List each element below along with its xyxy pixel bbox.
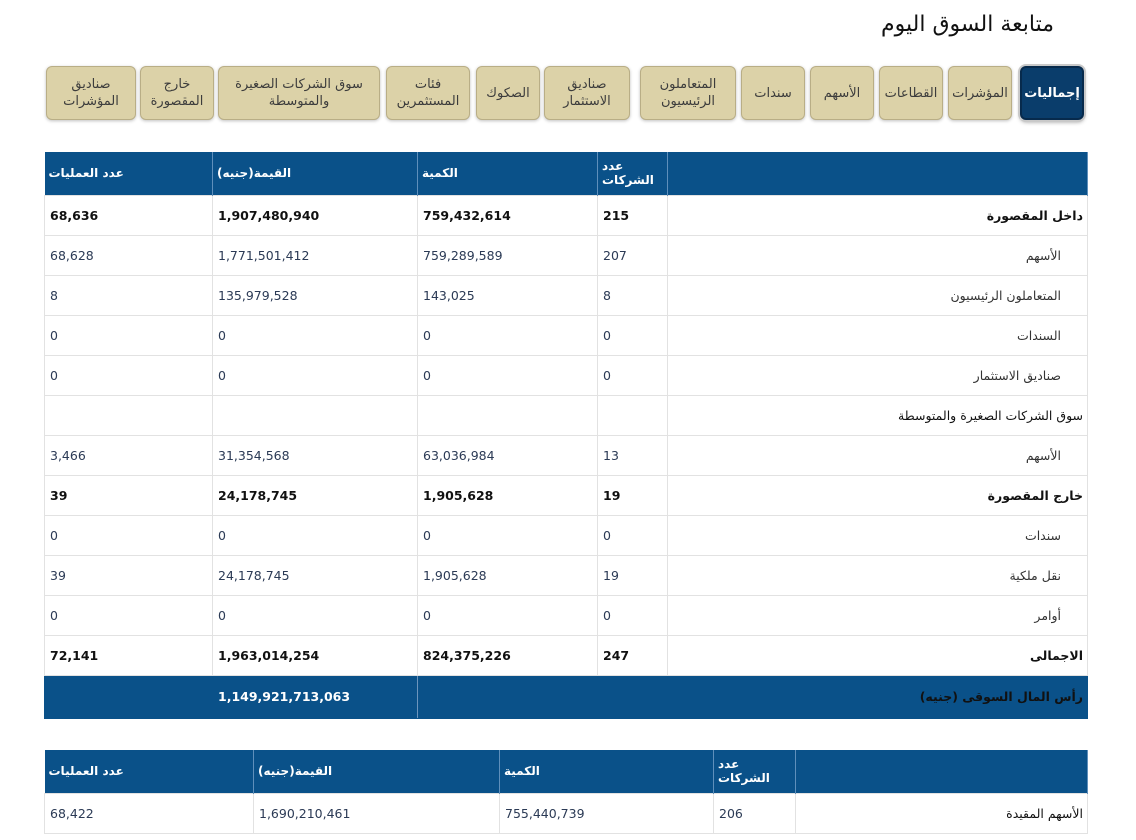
row-label: خارج المقصورة xyxy=(668,475,1088,515)
header-volume: الكمية xyxy=(500,750,714,793)
value-cell: 1,963,014,254 xyxy=(213,635,418,675)
row-label: سندات xyxy=(668,515,1088,555)
table-row xyxy=(45,275,1088,315)
tab-index-funds[interactable]: صناديق المؤشرات xyxy=(46,66,136,120)
trades-cell: 8 xyxy=(45,275,213,315)
companies-cell xyxy=(598,395,668,435)
tab-main-dealers[interactable]: المتعاملون الرئيسيون xyxy=(640,66,736,120)
table-row xyxy=(45,355,1088,395)
volume-cell: 0 xyxy=(418,515,598,555)
trades-cell: 3,466 xyxy=(45,435,213,475)
tab-indices[interactable]: المؤشرات xyxy=(948,66,1012,120)
row-label: السندات xyxy=(668,315,1088,355)
volume-cell: 1,905,628 xyxy=(418,475,598,515)
tab-bonds[interactable]: سندات xyxy=(741,66,805,120)
value-cell xyxy=(213,395,418,435)
volume-cell: 824,375,226 xyxy=(418,635,598,675)
table-row xyxy=(45,195,1088,235)
companies-cell: 206 xyxy=(714,793,796,833)
value-cell: 1,690,210,461 xyxy=(254,793,500,833)
volume-cell: 759,432,614 xyxy=(418,195,598,235)
table-row-total xyxy=(45,635,1088,675)
volume-cell: 143,025 xyxy=(418,275,598,315)
market-cap-row xyxy=(45,675,1088,718)
value-cell: 135,979,528 xyxy=(213,275,418,315)
trades-cell: 0 xyxy=(45,315,213,355)
value-cell: 24,178,745 xyxy=(213,475,418,515)
value-cell: 0 xyxy=(213,315,418,355)
row-label: داخل المقصورة xyxy=(668,195,1088,235)
trades-cell: 0 xyxy=(45,595,213,635)
volume-cell: 0 xyxy=(418,355,598,395)
tab-totals[interactable]: إجماليات xyxy=(1020,66,1084,120)
listed-stocks-table xyxy=(44,750,1088,834)
row-label: سوق الشركات الصغيرة والمتوسطة xyxy=(668,395,1088,435)
trades-cell: 0 xyxy=(45,515,213,555)
header-companies: عدد الشركات xyxy=(598,152,668,195)
tab-investor-categories[interactable]: فئات المستثمرين xyxy=(386,66,470,120)
page-title: متابعة السوق اليوم xyxy=(881,12,1054,37)
tab-stocks[interactable]: الأسهم xyxy=(810,66,874,120)
row-label: الاجمالى xyxy=(668,635,1088,675)
volume-cell: 755,440,739 xyxy=(500,793,714,833)
table-row xyxy=(45,595,1088,635)
trades-cell: 68,628 xyxy=(45,235,213,275)
volume-cell: 0 xyxy=(418,315,598,355)
trades-cell xyxy=(45,395,213,435)
tab-sectors[interactable]: القطاعات xyxy=(879,66,943,120)
table-row xyxy=(45,395,1088,435)
value-cell: 1,907,480,940 xyxy=(213,195,418,235)
tab-off-floor[interactable]: خارج المقصورة xyxy=(140,66,214,120)
header-empty xyxy=(796,750,1088,793)
table-row xyxy=(45,515,1088,555)
header-empty xyxy=(668,152,1088,195)
table-row xyxy=(45,435,1088,475)
row-label: صناديق الاستثمار xyxy=(668,355,1088,395)
trades-cell: 72,141 xyxy=(45,635,213,675)
table-row xyxy=(45,555,1088,595)
companies-cell: 0 xyxy=(598,595,668,635)
trades-cell: 68,422 xyxy=(45,793,254,833)
companies-cell: 0 xyxy=(598,355,668,395)
volume-cell xyxy=(418,395,598,435)
row-label: نقل ملكية xyxy=(668,555,1088,595)
table-header-row xyxy=(45,750,1088,793)
row-label: أوامر xyxy=(668,595,1088,635)
companies-cell: 207 xyxy=(598,235,668,275)
value-cell: 1,771,501,412 xyxy=(213,235,418,275)
companies-cell: 247 xyxy=(598,635,668,675)
tab-bar xyxy=(44,66,1086,122)
market-cap-value: 1,149,921,713,063 xyxy=(213,675,418,718)
volume-cell: 1,905,628 xyxy=(418,555,598,595)
value-cell: 0 xyxy=(213,515,418,555)
table-row xyxy=(45,315,1088,355)
companies-cell: 13 xyxy=(598,435,668,475)
value-cell: 31,354,568 xyxy=(213,435,418,475)
header-companies: عدد الشركات xyxy=(714,750,796,793)
table-row xyxy=(45,235,1088,275)
row-label: المتعاملون الرئيسيون xyxy=(668,275,1088,315)
value-cell: 0 xyxy=(213,595,418,635)
totals-table xyxy=(44,152,1088,719)
row-label: الأسهم xyxy=(668,435,1088,475)
header-volume: الكمية xyxy=(418,152,598,195)
table-row xyxy=(45,793,1088,833)
row-label: الأسهم xyxy=(668,235,1088,275)
value-cell: 0 xyxy=(213,355,418,395)
header-value: القيمة(جنيه) xyxy=(254,750,500,793)
companies-cell: 19 xyxy=(598,475,668,515)
companies-cell: 8 xyxy=(598,275,668,315)
companies-cell: 0 xyxy=(598,515,668,555)
tab-investment-funds[interactable]: صناديق الاستثمار xyxy=(544,66,630,120)
volume-cell: 759,289,589 xyxy=(418,235,598,275)
header-trades: عدد العمليات xyxy=(45,152,213,195)
tab-sukuk[interactable]: الصكوك xyxy=(476,66,540,120)
header-value: القيمة(جنيه) xyxy=(213,152,418,195)
companies-cell: 19 xyxy=(598,555,668,595)
volume-cell: 63,036,984 xyxy=(418,435,598,475)
value-cell: 24,178,745 xyxy=(213,555,418,595)
trades-cell: 68,636 xyxy=(45,195,213,235)
table-header-row xyxy=(45,152,1088,195)
volume-cell: 0 xyxy=(418,595,598,635)
header-trades: عدد العمليات xyxy=(45,750,254,793)
table-row xyxy=(45,475,1088,515)
tab-sme-market[interactable]: سوق الشركات الصغيرة والمتوسطة xyxy=(218,66,380,120)
row-label: الأسهم المقيدة xyxy=(796,793,1088,833)
companies-cell: 0 xyxy=(598,315,668,355)
trades-cell: 0 xyxy=(45,355,213,395)
companies-cell: 215 xyxy=(598,195,668,235)
market-cap-empty xyxy=(45,675,213,718)
market-cap-label: رأس المال السوقى (جنيه) xyxy=(418,675,1088,718)
trades-cell: 39 xyxy=(45,555,213,595)
trades-cell: 39 xyxy=(45,475,213,515)
